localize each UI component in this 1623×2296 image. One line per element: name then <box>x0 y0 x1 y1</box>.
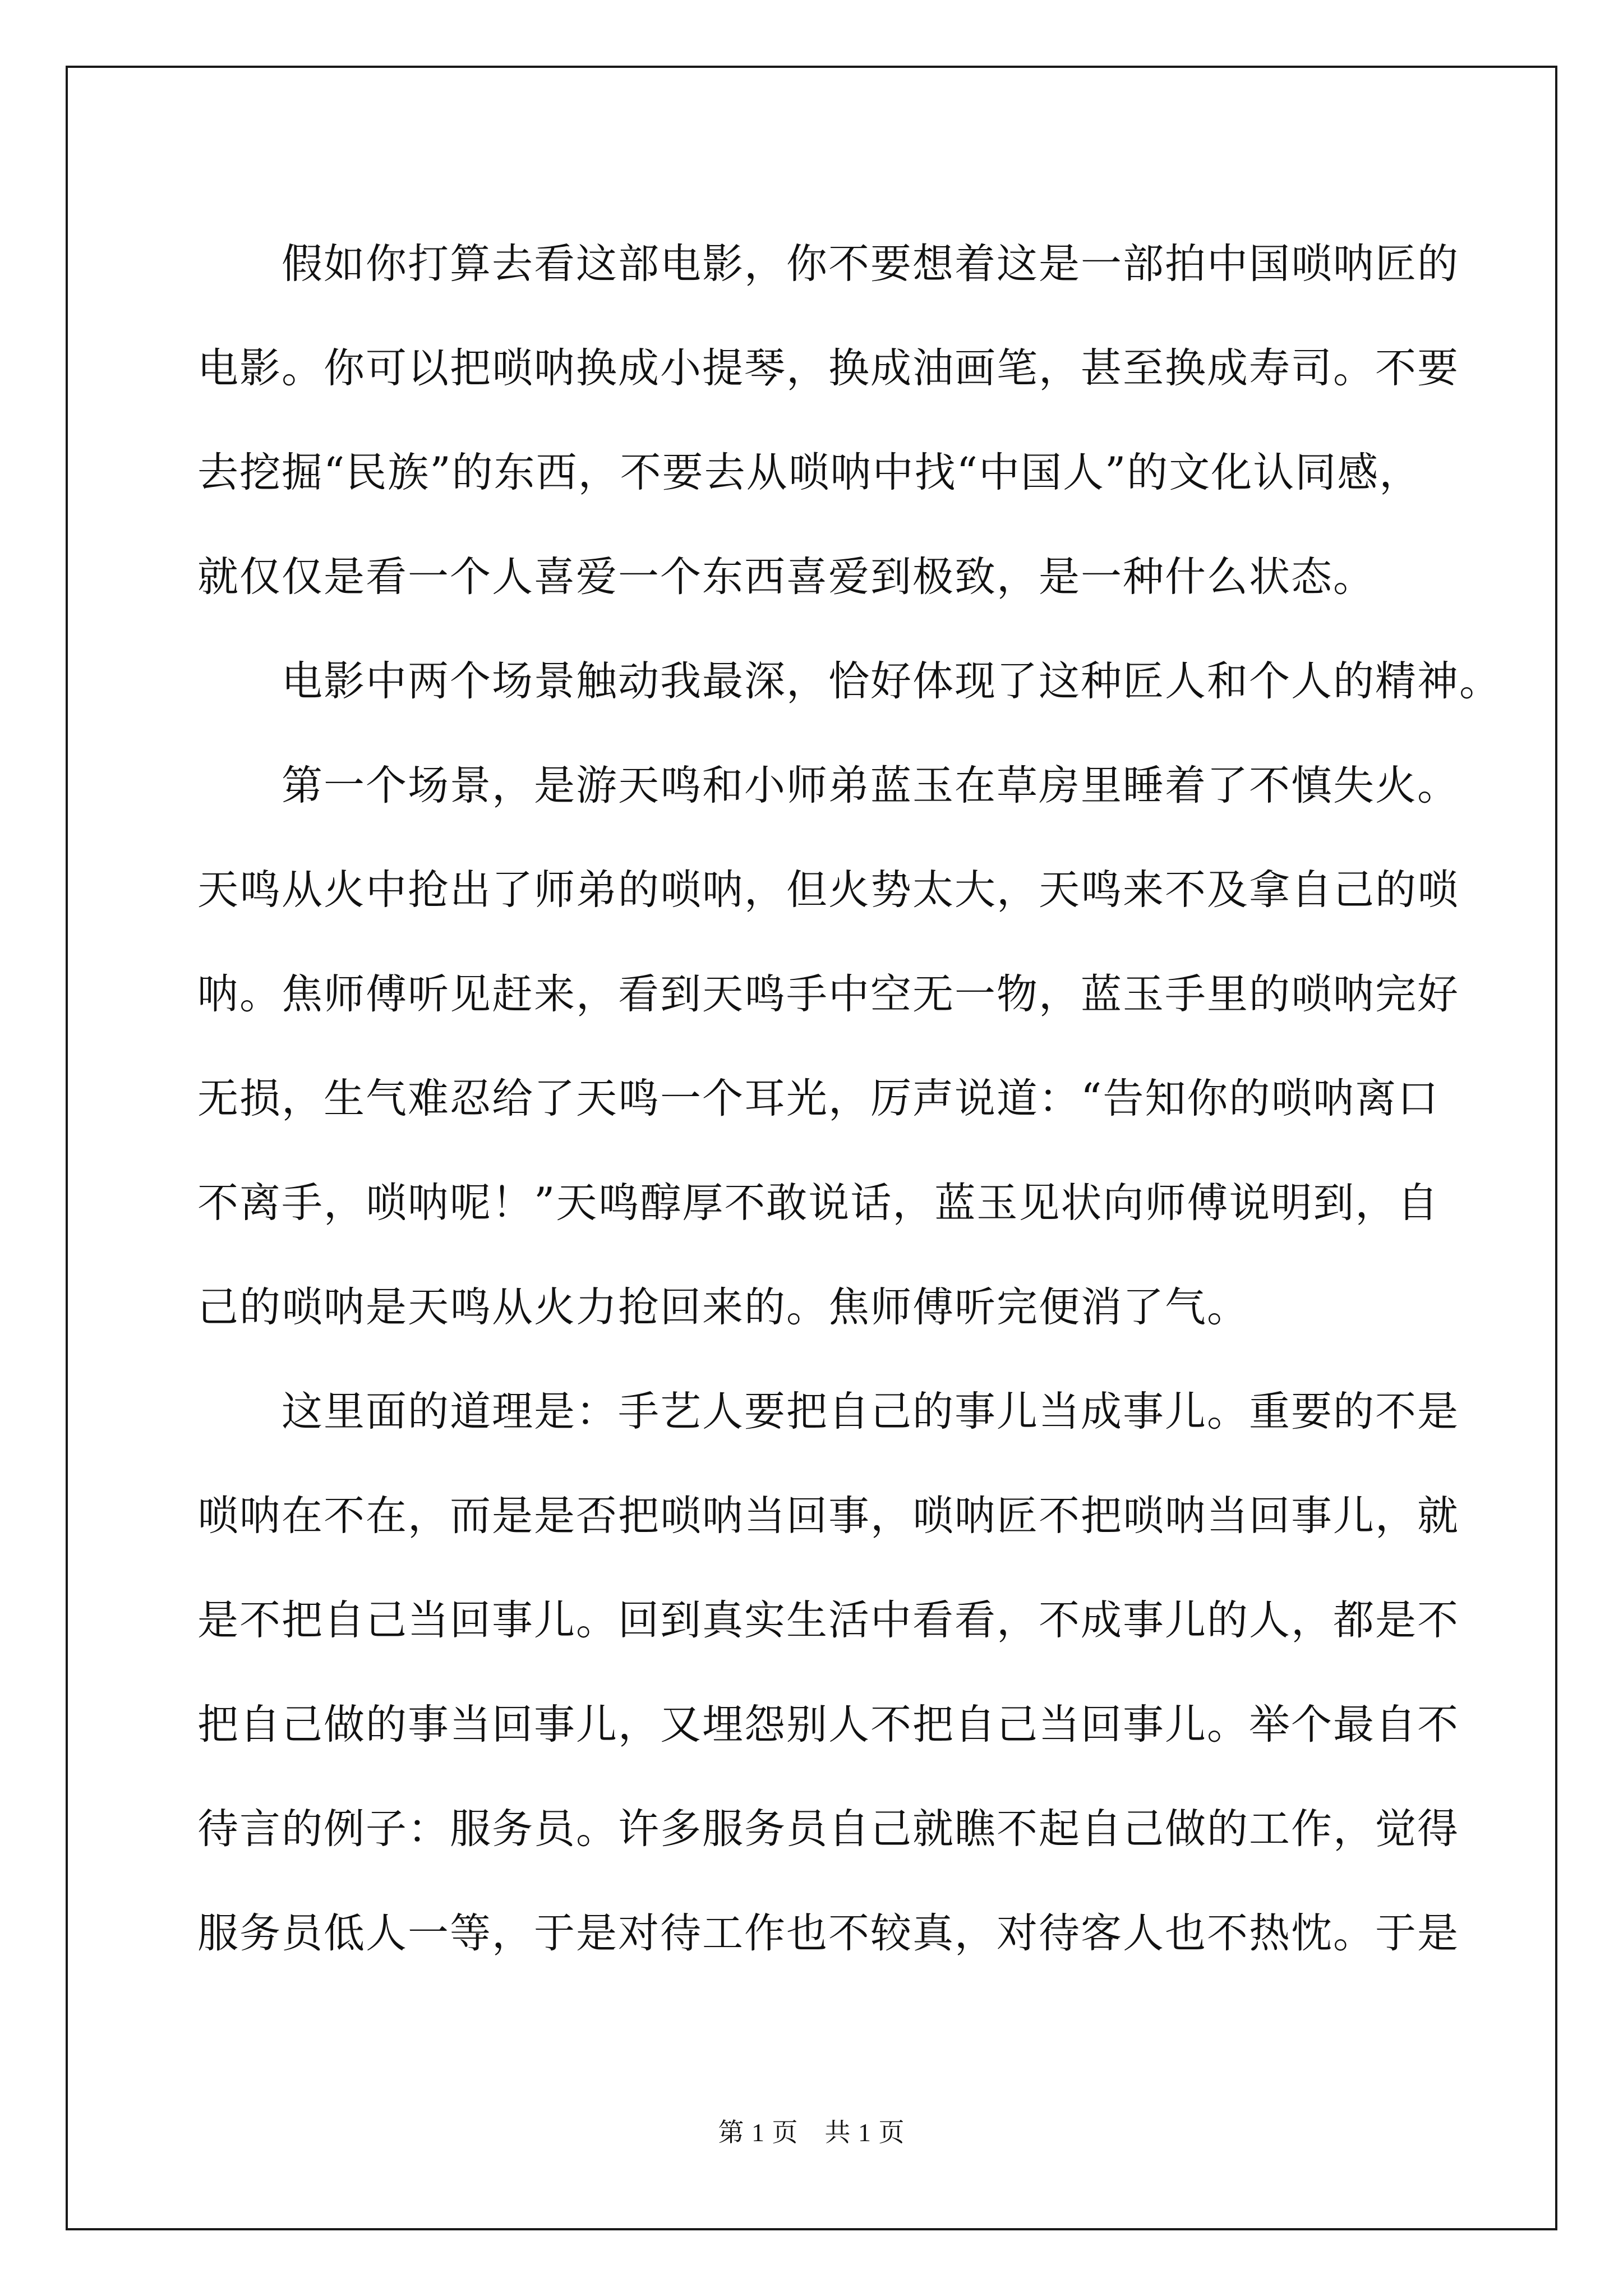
text-line: 呐。焦师傅听见赶来，看到天鸣手中空无一物，蓝玉手里的唢呐完好 <box>197 970 1459 1018</box>
text-line: 第一个场景，是游天鸣和小师弟蓝玉在草房里睡着了不慎失火。 <box>282 762 1459 809</box>
text-line: 假如你打算去看这部电影，你不要想着这是一部拍中国唢呐匠的 <box>282 240 1459 288</box>
document-body <box>197 212 1501 1986</box>
text-line: 服务员低人一等，于是对待工作也不较真，对待客人也不热忱。于是 <box>197 1910 1459 1957</box>
text-line: 无损，生气难忍给了天鸣一个耳光，厉声说道：“告知你的唢呐离口 <box>197 1075 1440 1122</box>
text-line: 就仅仅是看一个人喜爱一个东西喜爱到极致，是一种什么状态。 <box>197 553 1375 601</box>
text-line: 电影中两个场景触动我最深，恰好体现了这种匠人和个人的精神。 <box>282 657 1501 705</box>
text-line: 己的唢呐是天鸣从火力抢回来的。焦师傅听完便消了气。 <box>197 1283 1249 1331</box>
text-line: 这里面的道理是：手艺人要把自己的事儿当成事儿。重要的不是 <box>282 1388 1459 1435</box>
text-line: 唢呐在不在，而是是否把唢呐当回事，唢呐匠不把唢呐当回事儿，就 <box>197 1492 1459 1540</box>
text-line: 待言的例子：服务员。许多服务员自己就瞧不起自己做的工作，觉得 <box>197 1805 1459 1853</box>
text-line: 去挖掘“民族”的东西，不要去从唢呐中找“中国人”的文化认同感， <box>197 449 1422 496</box>
text-line: 电影。你可以把唢呐换成小提琴，换成油画笔，甚至换成寿司。不要 <box>197 344 1459 392</box>
text-line: 是不把自己当回事儿。回到真实生活中看看，不成事儿的人，都是不 <box>197 1596 1459 1644</box>
text-line: 不离手，唢呐呢！”天鸣醇厚不敢说话，蓝玉见状向师傅说明到，自 <box>197 1179 1440 1227</box>
page-number-footer: 第 1 页 共 1 页 <box>718 2118 905 2147</box>
text-line: 天鸣从火中抢出了师弟的唢呐，但火势太大，天鸣来不及拿自己的唢 <box>197 866 1459 914</box>
text-line: 把自己做的事当回事儿，又埋怨别人不把自己当回事儿。举个最自不 <box>197 1701 1459 1749</box>
